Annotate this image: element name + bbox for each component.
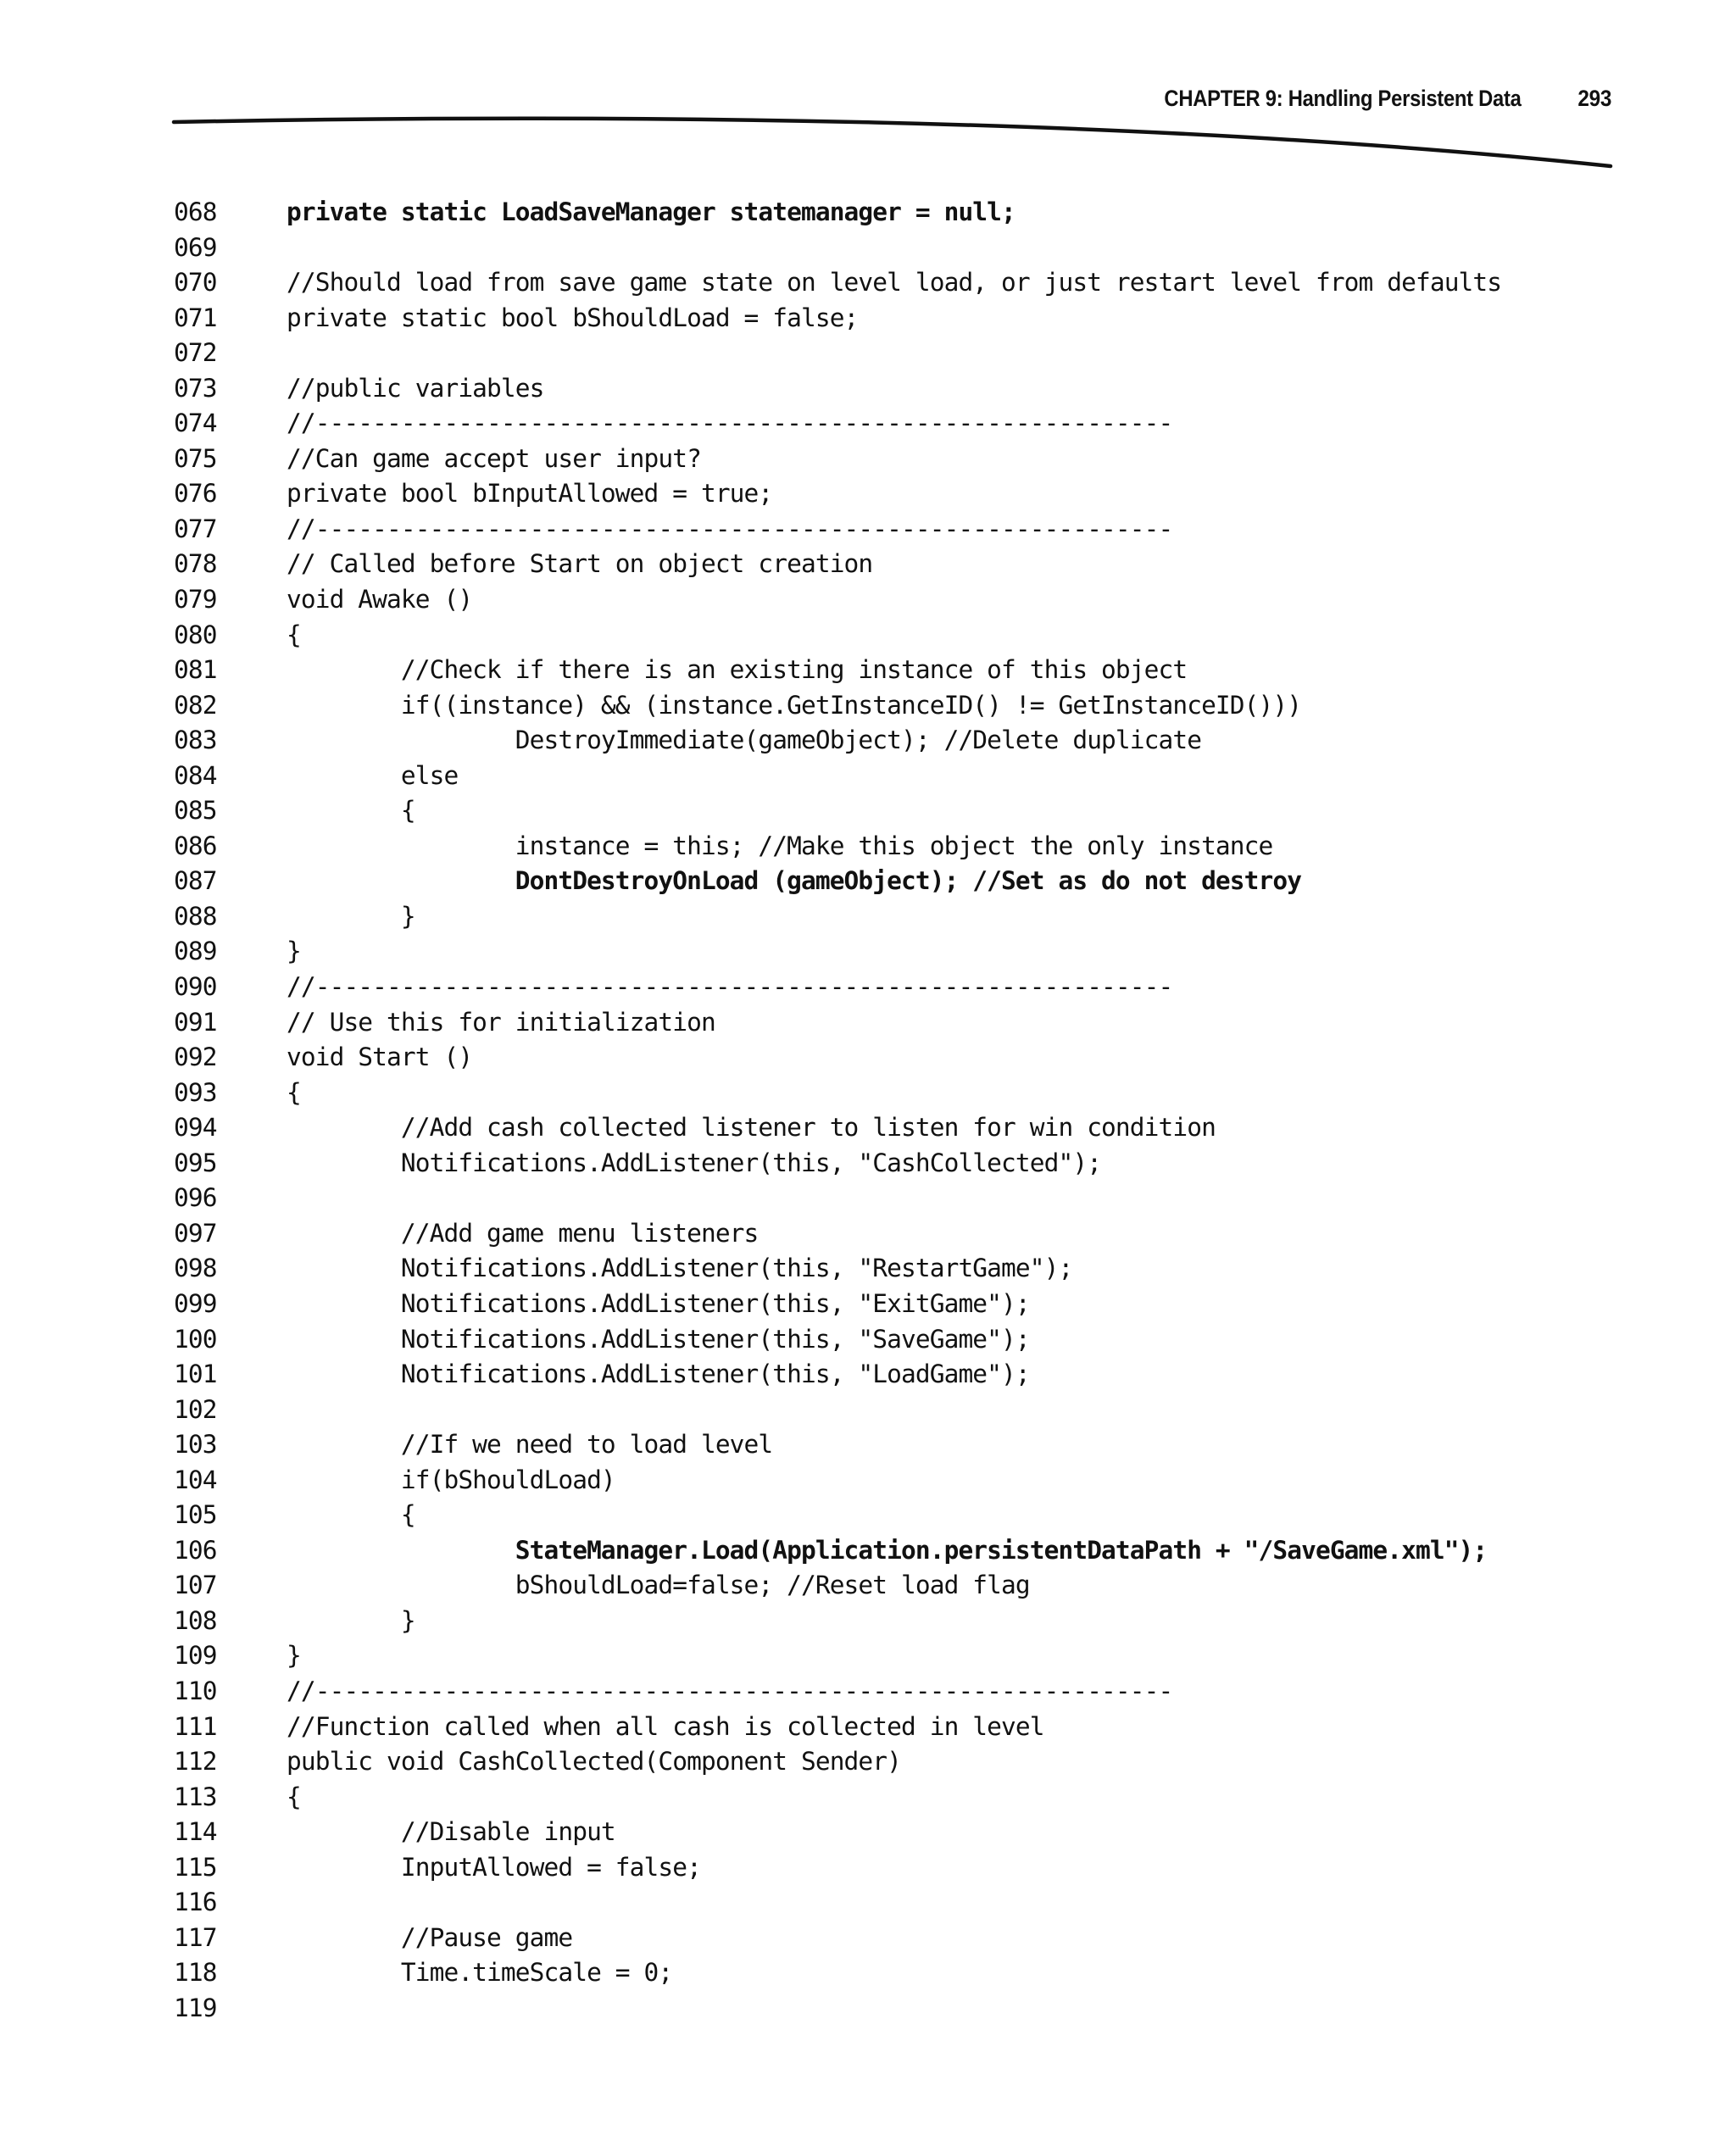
code-line [174,759,1615,794]
code-line [174,442,1615,477]
line-number: 071 [174,303,217,332]
line-number: 109 [174,1641,217,1671]
code-line [174,829,1615,865]
code-text: } [287,937,301,966]
code-line [174,231,1615,266]
code-line [174,1427,1615,1463]
code-text: //Check if there is an existing instance of this object [287,655,1188,685]
code-line [174,1991,1615,2027]
code-text: void Awake () [287,585,473,614]
code-text: DestroyImmediate(gameObject); //Delete duplicate [287,726,1202,755]
code-text: private static LoadSaveManager statemanager = null; [287,197,1015,226]
code-line [174,1040,1615,1076]
code-text: { [287,1077,301,1107]
line-number: 085 [174,796,217,826]
code-line [174,618,1615,653]
code-text: //------------------------------------------------------------ [287,514,1173,543]
code-line [174,1921,1615,1956]
code-text: } [287,1641,301,1671]
code-text: //Add game menu listeners [287,1218,759,1248]
line-number: 082 [174,690,217,720]
line-number: 095 [174,1148,217,1177]
line-number: 074 [174,409,217,438]
code-line [174,1674,1615,1710]
line-number: 099 [174,1288,217,1318]
line-number: 113 [174,1782,217,1811]
code-line [174,371,1615,407]
code-line [174,336,1615,371]
code-line [174,301,1615,336]
line-number: 089 [174,937,217,966]
code-line [174,547,1615,582]
code-line [174,1005,1615,1041]
line-number: 110 [174,1676,217,1705]
code-text: if(bShouldLoad) [287,1465,615,1494]
line-number: 090 [174,972,217,1002]
code-text: } [287,901,415,931]
code-text: //Add cash collected listener to listen for win condition [287,1113,1216,1143]
line-number: 104 [174,1465,217,1494]
code-text: //If we need to load level [287,1430,773,1460]
line-number: 083 [174,726,217,755]
code-text: //------------------------------------------------------------ [287,972,1173,1002]
code-line [174,1216,1615,1252]
code-line [174,1251,1615,1287]
line-number: 115 [174,1852,217,1882]
line-number: 072 [174,338,217,368]
line-number: 102 [174,1394,217,1424]
code-text: Notifications.AddListener(this, "RestartGame"); [287,1254,1073,1283]
line-number: 068 [174,197,217,226]
code-line [174,1357,1615,1393]
code-text: instance = this; //Make this object the only instance [287,831,1273,860]
code-text: private static bool bShouldLoad = false; [287,303,859,332]
code-line [174,1533,1615,1569]
code-text: //Disable input [287,1817,615,1847]
code-line [174,1110,1615,1146]
code-text: Notifications.AddListener(this, "SaveGame"); [287,1324,1030,1354]
line-number: 105 [174,1500,217,1530]
code-line [174,1146,1615,1182]
line-number: 088 [174,901,217,931]
code-text: void Start () [287,1043,473,1072]
code-text: Time.timeScale = 0; [287,1958,673,1988]
code-text: //Pause game [287,1922,573,1952]
line-number: 118 [174,1958,217,1988]
code-text: // Use this for initialization [287,1007,715,1037]
line-number: 108 [174,1605,217,1635]
line-number: 116 [174,1888,217,1917]
line-number: 091 [174,1007,217,1037]
code-text: else [287,760,459,790]
code-line [174,582,1615,618]
code-line [174,864,1615,899]
code-text: Notifications.AddListener(this, "ExitGame"); [287,1288,1030,1318]
line-number: 079 [174,585,217,614]
code-text: Notifications.AddListener(this, "CashCollected"); [287,1148,1102,1177]
code-line [174,1710,1615,1745]
code-text: Notifications.AddListener(this, "LoadGame"); [287,1360,1030,1389]
line-number: 086 [174,831,217,860]
code-line [174,1638,1615,1674]
code-text: { [287,1500,415,1530]
line-number: 093 [174,1077,217,1107]
line-number: 106 [174,1535,217,1565]
code-text: //------------------------------------------------------------ [287,1676,1173,1705]
line-number: 097 [174,1218,217,1248]
line-number: 096 [174,1183,217,1213]
code-line [174,195,1615,231]
code-text: // Called before Start on object creation [287,549,873,579]
code-line [174,406,1615,442]
code-line [174,1744,1615,1780]
code-line [174,1568,1615,1604]
code-text: } [287,1605,415,1635]
line-number: 112 [174,1747,217,1777]
line-number: 077 [174,514,217,543]
code-line [174,1393,1615,1428]
line-number: 107 [174,1571,217,1600]
code-text: public void CashCollected(Component Sender) [287,1747,902,1777]
header-curve-line [174,119,1611,166]
code-line [174,1287,1615,1322]
code-line [174,1955,1615,1991]
code-line [174,512,1615,548]
line-number: 100 [174,1324,217,1354]
code-text: InputAllowed = false; [287,1852,701,1882]
code-line [174,1780,1615,1816]
code-text: //Function called when all cash is collected in level [287,1711,1044,1741]
code-line [174,934,1615,970]
code-text: DontDestroyOnLoad (gameObject); //Set as do not destroy [287,866,1302,896]
line-number: 111 [174,1711,217,1741]
code-line [174,723,1615,759]
code-text: if((instance) && (instance.GetInstanceID() != GetInstanceID())) [287,690,1302,720]
code-line [174,688,1615,724]
code-line [174,1463,1615,1499]
line-number: 101 [174,1360,217,1389]
code-line [174,1498,1615,1533]
line-number: 081 [174,655,217,685]
code-line [174,899,1615,935]
code-line [174,793,1615,829]
code-listing [174,195,1615,2026]
line-number: 094 [174,1113,217,1143]
code-line [174,476,1615,512]
code-text: { [287,620,301,649]
code-text: bShouldLoad=false; //Reset load flag [287,1571,1030,1600]
code-line [174,1815,1615,1850]
code-line [174,1850,1615,1886]
line-number: 078 [174,549,217,579]
header-rule [0,0,1736,186]
chapter-title: CHAPTER 9: Handling Persistent Data [1164,85,1522,111]
line-number: 119 [174,1993,217,2022]
line-number: 114 [174,1817,217,1847]
line-number: 070 [174,268,217,298]
code-line [174,970,1615,1005]
code-line [174,653,1615,688]
code-line [174,1076,1615,1111]
code-text: //------------------------------------------------------------ [287,409,1173,438]
code-text: //Can game accept user input? [287,443,701,473]
code-line [174,265,1615,301]
line-number: 073 [174,373,217,403]
code-text: //Should load from save game state on level load, or just restart level from defaults [287,268,1502,298]
code-line [174,1181,1615,1216]
line-number: 069 [174,232,217,262]
line-number: 084 [174,760,217,790]
code-text: private bool bInputAllowed = true; [287,479,773,509]
line-number: 117 [174,1922,217,1952]
code-text: //public variables [287,373,544,403]
line-number: 076 [174,479,217,509]
code-line [174,1604,1615,1639]
code-text: { [287,1782,301,1811]
code-line [174,1885,1615,1921]
code-text: { [287,796,415,826]
page-number: 293 [1577,85,1611,111]
line-number: 103 [174,1430,217,1460]
code-line [174,1322,1615,1358]
line-number: 098 [174,1254,217,1283]
line-number: 087 [174,866,217,896]
line-number: 075 [174,443,217,473]
code-text: StateManager.Load(Application.persistentDataPath + "/SaveGame.xml"); [287,1535,1488,1565]
line-number: 092 [174,1043,217,1072]
line-number: 080 [174,620,217,649]
